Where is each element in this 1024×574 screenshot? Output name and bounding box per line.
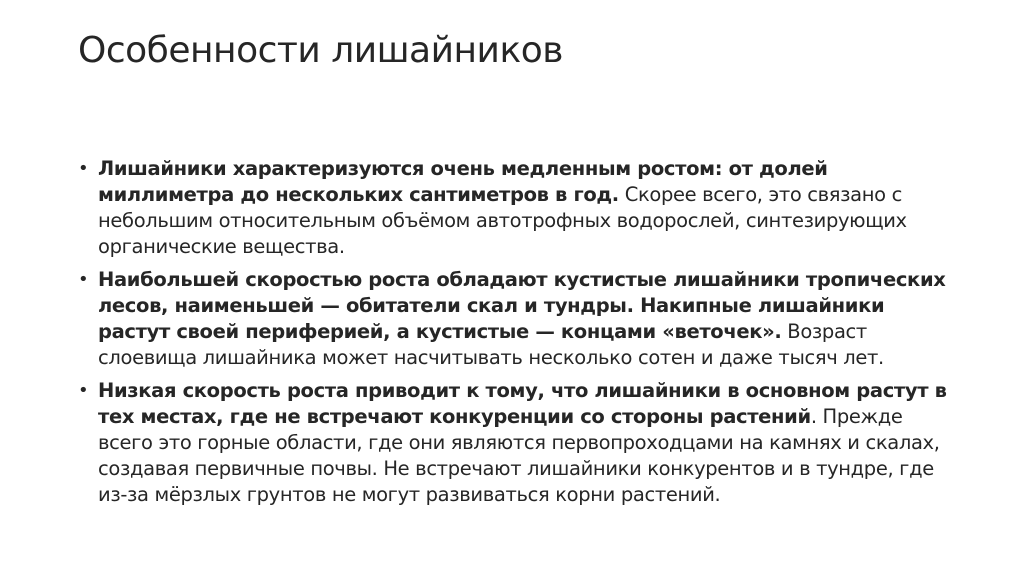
- bullet-text: Возраст слоевища лишайника может насчитывать несколько сотен и даже тысяч лет.: [98, 320, 884, 369]
- bullet-bold-text: Низкая скорость роста приводит к тому, что лишайники в основном растут в тех местах, где не встречают конкуренции со стороны растений: [98, 379, 947, 428]
- bullet-text: . Прежде всего это горные области, где они являются первопроходцами на камнях и скалах, создавая первичные почвы. Не встречают лишайники конкурентов и в тундре, где из-за мёрзлых грунтов не могут развиваться корни растений.: [98, 405, 940, 506]
- bullet-bold-text: Лишайники характеризуются очень медленным ростом: от долей миллиметра до нескольких сантиметров в год.: [98, 157, 828, 206]
- bullet-bold-text: Наибольшей скоростью роста обладают кустистые лишайники тропических лесов, наименьшей — обитатели скал и тундры. Накипные лишайники растут своей периферией, а кустистые — концами «веточек».: [98, 268, 946, 343]
- bullet-marker: •: [78, 269, 89, 290]
- bullet-item: [78, 156, 948, 260]
- bullet-item: [78, 267, 948, 371]
- bullet-item: [78, 378, 948, 508]
- slide-title: Особенности лишайников: [78, 30, 563, 71]
- bullet-text: Скорее всего, это связано с небольшим относительным объёмом автотрофных водорослей, синтезирующих органические вещества.: [98, 183, 907, 258]
- bullet-marker: •: [78, 380, 89, 401]
- bullet-list: [78, 156, 948, 515]
- bullet-marker: •: [78, 158, 89, 179]
